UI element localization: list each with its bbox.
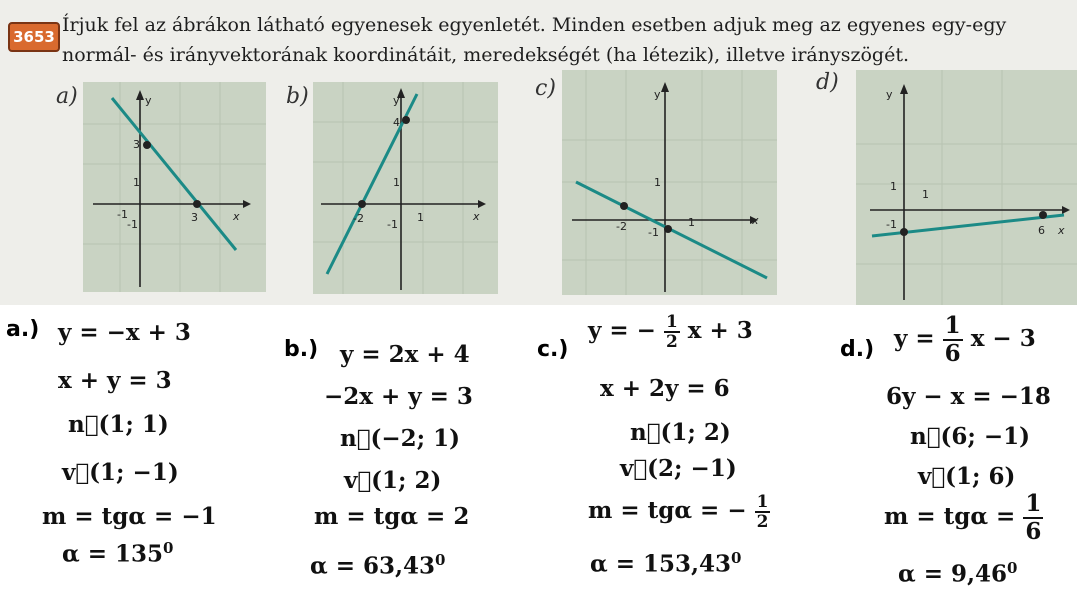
solution-c-general-form: x + 2y = 6 [600, 375, 730, 402]
solution-b-normal-vector: n⃗(−2; 1) [340, 425, 461, 452]
svg-text:3: 3 [133, 138, 140, 151]
svg-text:-1: -1 [387, 218, 398, 231]
svg-text:3: 3 [191, 211, 198, 224]
svg-text:y: y [886, 88, 893, 101]
solution-d-normal-vector: n⃗(6; −1) [910, 423, 1031, 450]
solution-b-label: b.) [284, 337, 319, 362]
solution-b-direction-vector: v⃗(1; 2) [344, 467, 442, 494]
svg-text:1: 1 [393, 176, 400, 189]
solution-d-slope: m = tgα = $\frac{1}{6}$ [884, 490, 1042, 545]
svg-text:4: 4 [393, 116, 400, 129]
graph-b [313, 82, 498, 294]
graph-d-label: d) [816, 70, 839, 95]
solution-c-equation: y = − $\frac{1}{2}$ x + 3 [588, 312, 753, 352]
svg-text:1: 1 [133, 176, 140, 189]
svg-text:x: x [233, 210, 240, 223]
graph-a-label: a) [56, 84, 78, 109]
solution-c-normal-vector: n⃗(1; 2) [630, 419, 731, 446]
graph-c-label: c) [535, 76, 556, 101]
solution-c-angle: $\alpha = 153,43^0$ [590, 549, 742, 578]
svg-text:-1: -1 [127, 218, 138, 231]
svg-text:-1: -1 [886, 218, 897, 231]
solution-d-direction-vector: v⃗(1; 6) [918, 463, 1016, 490]
svg-text:x: x [473, 210, 480, 223]
solution-a-slope: m = tgα = −1 [42, 503, 217, 530]
solution-b-slope: m = tgα = 2 [314, 503, 470, 530]
solution-b-angle: $\alpha = 63,43^0$ [310, 551, 446, 580]
solution-d-equation: y = $\frac{1}{6}$ x − 3 [894, 312, 1036, 367]
svg-text:1: 1 [688, 216, 695, 229]
solution-c-direction-vector: v⃗(2; −1) [620, 455, 737, 482]
svg-text:1: 1 [654, 176, 661, 189]
task-text: Írjuk fel az ábrákon látható egyenesek egyenletét. Minden esetben adjuk meg az egyenes egy-egy normál- és irányvektorának koordinátáit, meredekségét (ha létezik), illetve irányszögét. [62, 14, 1007, 66]
solution-a-general-form: x + y = 3 [58, 367, 172, 394]
solution-b-general-form: −2x + y = 3 [324, 383, 473, 410]
svg-text:y: y [145, 94, 152, 107]
solution-a-direction-vector: v⃗(1; −1) [62, 459, 179, 486]
solution-d-angle: $\alpha = 9,46^0$ [898, 559, 1018, 588]
solution-a-normal-vector: n⃗(1; 1) [68, 411, 169, 438]
svg-text:y: y [654, 88, 661, 101]
solutions-area [0, 305, 1077, 600]
svg-text:x: x [752, 214, 759, 227]
solution-d-general-form: 6y − x = −18 [886, 383, 1051, 410]
svg-text:1: 1 [890, 180, 897, 193]
task-number-badge: 3653 [8, 22, 60, 52]
solution-a-label: a.) [6, 317, 40, 342]
svg-text:-1: -1 [117, 208, 128, 221]
svg-text:-2: -2 [353, 212, 364, 225]
svg-text:1: 1 [922, 188, 929, 201]
svg-text:-2: -2 [616, 220, 627, 233]
solution-b-equation: y = 2x + 4 [340, 341, 470, 368]
solution-a-equation: y = −x + 3 [58, 319, 191, 346]
solution-a-angle: $\alpha = 135^0$ [62, 539, 174, 568]
svg-text:x: x [1058, 224, 1065, 237]
solution-c-label: c.) [537, 337, 569, 362]
svg-text:y: y [393, 94, 400, 107]
svg-text:1: 1 [417, 211, 424, 224]
svg-text:-1: -1 [648, 226, 659, 239]
graph-b-label: b) [286, 84, 309, 109]
svg-text:6: 6 [1038, 224, 1045, 237]
graph-a [83, 82, 266, 292]
graph-c [562, 70, 777, 295]
graph-d [856, 70, 1077, 305]
solution-d-label: d.) [840, 337, 875, 362]
solution-c-slope: m = tgα = − $\frac{1}{2}$ [588, 492, 769, 532]
